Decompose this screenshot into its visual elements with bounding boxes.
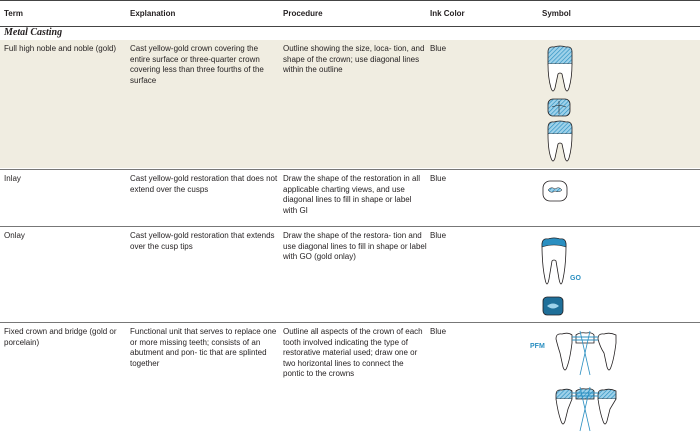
header-explanation: Explanation <box>130 9 176 18</box>
row-procedure: Outline all aspects of the crown of each tooth involved indicating the type of restorative material used; draw one or two horizontal lines to connect the pontic to the crowns <box>283 327 423 378</box>
tooth-inlay-occlusal-icon <box>543 181 567 201</box>
row-explanation: Functional unit that serves to replace one or more missing teeth; consists of an abutment and pon- tic that are splinted together <box>130 327 277 368</box>
tooth-crown-side-icon <box>548 46 572 91</box>
bridge-gold-symbol <box>552 385 622 433</box>
tooth-onlay-side-icon <box>542 238 566 284</box>
row-ink-color: Blue <box>430 44 447 53</box>
table-header <box>0 0 700 27</box>
table-row <box>0 227 700 322</box>
row-procedure: Outline showing the size, loca- tion, and shape of the crown; use diagonal lines within the outline <box>283 44 425 74</box>
tooth-crown-occlusal-icon <box>548 99 570 116</box>
bridge-hatched-icon <box>556 387 616 431</box>
bridge-outline-icon <box>556 331 616 375</box>
table-row <box>0 40 700 168</box>
header-procedure: Procedure <box>283 9 323 18</box>
row-ink-color: Blue <box>430 327 447 336</box>
tooth-onlay-occlusal-icon <box>543 297 563 315</box>
row-procedure: Draw the shape of the restoration in all applicable charting views, and use diagonal lines to fill in shape or label with GI <box>283 174 420 215</box>
row-procedure: Draw the shape of the restora- tion and use diagonal lines to fill in shape or label with GO (gold onlay) <box>283 231 427 261</box>
onlay-label: GO <box>570 275 581 282</box>
bridge-label: PFM <box>530 343 545 350</box>
header-ink-color: Ink Color <box>430 9 465 18</box>
row-term: Onlay <box>4 231 25 240</box>
row-ink-color: Blue <box>430 174 447 183</box>
row-term: Fixed crown and bridge (gold or porcelain) <box>4 327 117 347</box>
header-symbol: Symbol <box>542 9 571 18</box>
section-title: Metal Casting <box>4 27 63 38</box>
row-explanation: Cast yellow-gold crown covering the entire surface or three-quarter crown covering less than three fourths of the surface <box>130 44 264 85</box>
table-row <box>0 170 700 226</box>
inlay-symbol <box>540 178 570 204</box>
row-explanation: Cast yellow-gold restoration that does not extend over the cusps <box>130 174 278 194</box>
row-term: Inlay <box>4 174 21 183</box>
row-explanation: Cast yellow-gold restoration that extends over the cusp tips <box>130 231 275 251</box>
table-row <box>0 323 700 434</box>
header-term: Term <box>4 9 23 18</box>
row-ink-color: Blue <box>430 231 447 240</box>
bridge-pfm-symbol <box>552 329 622 377</box>
row-term: Full high noble and noble (gold) <box>4 44 117 53</box>
tooth-partial-crown-icon <box>548 121 572 161</box>
full-crown-symbol <box>536 44 586 166</box>
